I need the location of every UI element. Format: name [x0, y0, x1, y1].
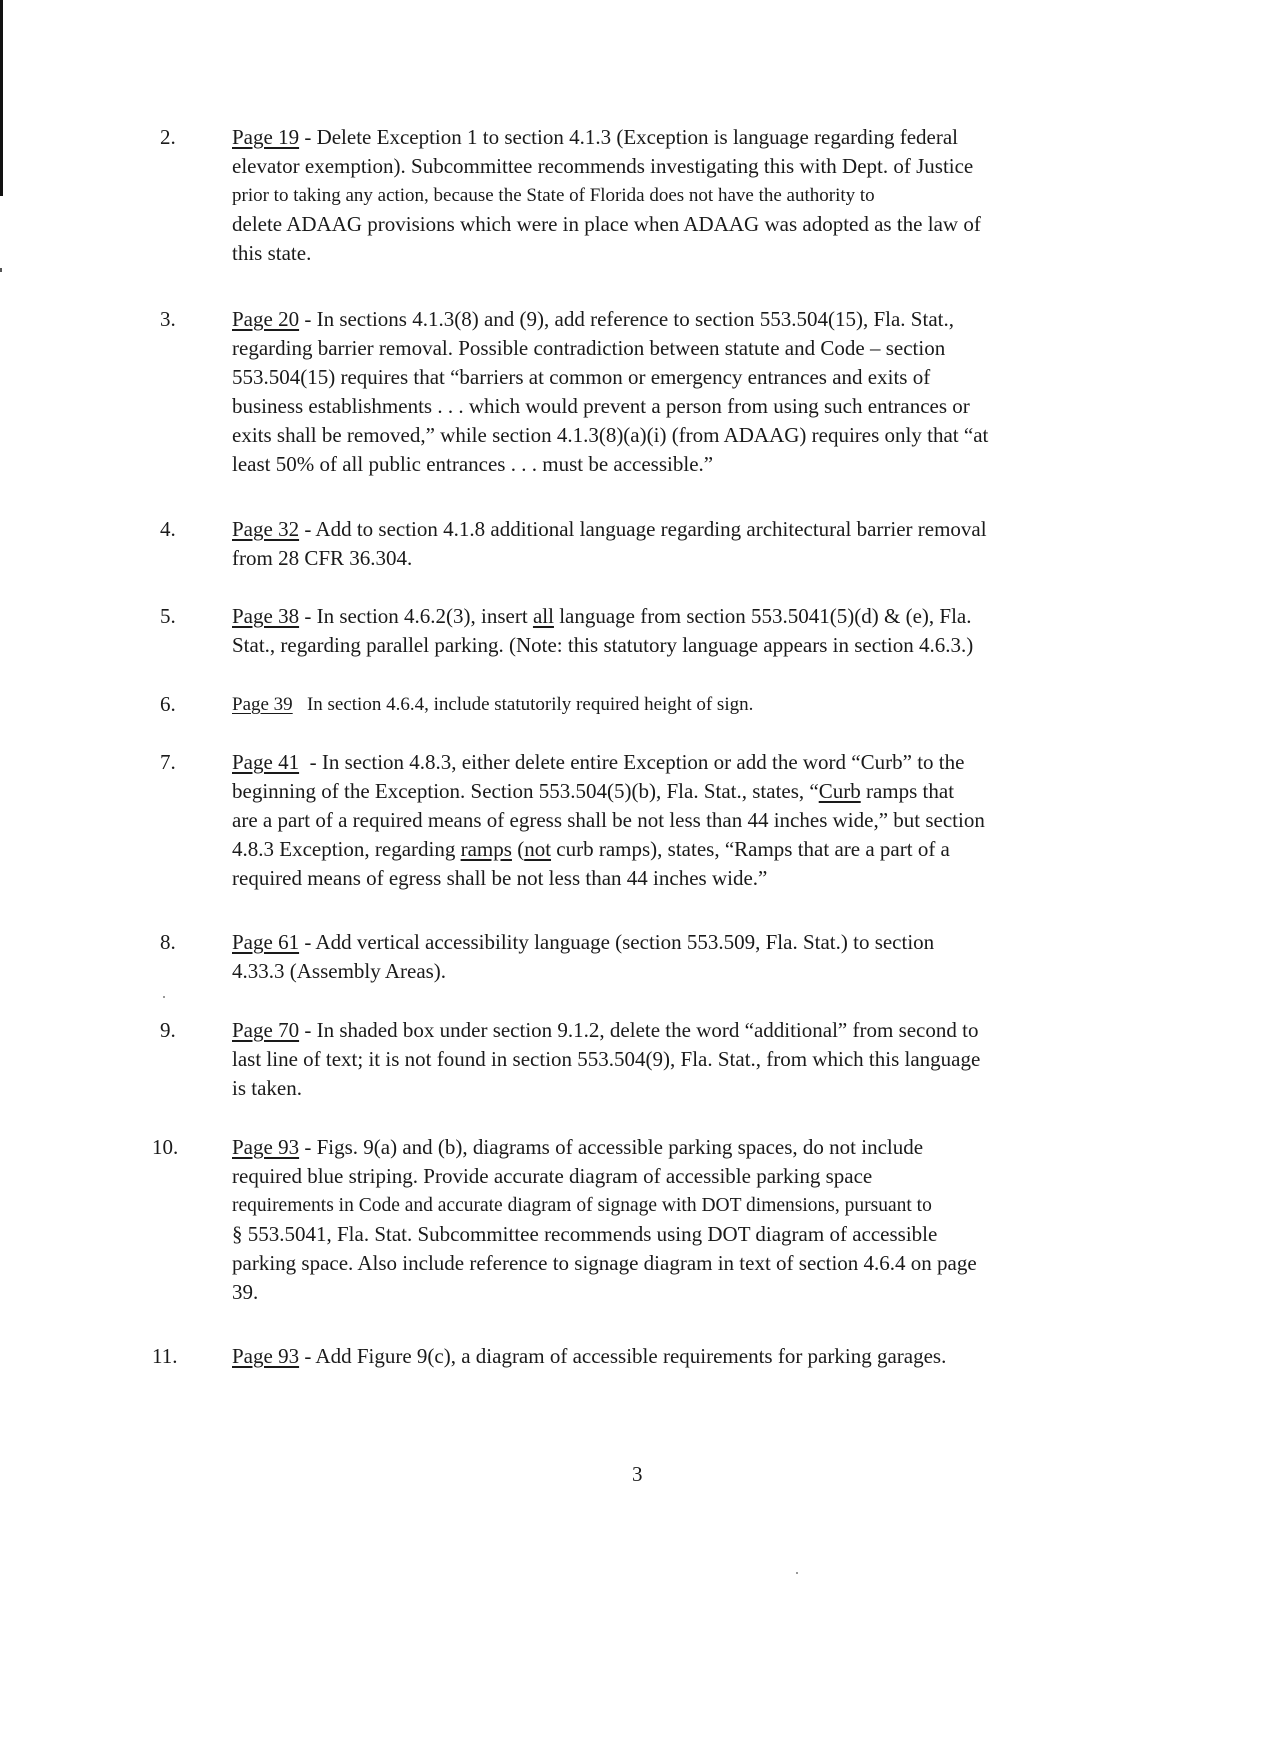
item-number: 10. [152, 1135, 179, 1159]
item-text [232, 1133, 1152, 1307]
item-text [232, 1342, 1152, 1371]
underlined-word: Curb [818, 779, 861, 803]
underlined-word: ramps [460, 837, 512, 861]
text-line: regarding barrier removal. Possible contradiction between statute and Code – section [232, 336, 946, 360]
text-fragment: curb ramps), states, “Ramps that are a part of a [551, 837, 950, 861]
page-reference: Page 41 [232, 750, 300, 774]
text-line: - In shaded box under section 9.1.2, delete the word “additional” from second to [299, 1018, 979, 1042]
text-fragment: ( [511, 837, 525, 861]
underlined-word: not [524, 837, 552, 861]
text-fragment: ramps that [860, 779, 955, 803]
text-fragment: 4.8.3 Exception, regarding [232, 837, 461, 861]
text-line: prior to taking any action, because the State of Florida does not have the authority to [232, 185, 875, 206]
item-text [232, 690, 1152, 719]
text-line: - Figs. 9(a) and (b), diagrams of accessible parking spaces, do not include [299, 1135, 924, 1159]
item-text [232, 1016, 1152, 1103]
item-number: 11. [152, 1344, 178, 1368]
item-number: 8. [160, 930, 176, 954]
text-line: from 28 CFR 36.304. [232, 546, 413, 570]
item-number: 2. [160, 125, 176, 149]
text-line: 39. [232, 1280, 259, 1304]
item-text [232, 748, 1152, 893]
item-text [232, 602, 1152, 660]
scan-edge-line [0, 0, 3, 196]
underlined-word: all [532, 604, 554, 628]
item-text [232, 305, 1152, 479]
item-number: 9. [160, 1018, 176, 1042]
text-line: business establishments . . . which would prevent a person from using such entrances or [232, 394, 970, 418]
item-text [232, 928, 1152, 986]
text-line: - In sections 4.1.3(8) and (9), add reference to section 553.504(15), Fla. Stat., [299, 307, 954, 331]
text-line: - In section 4.8.3, either delete entire Exception or add the word “Curb” to the [299, 750, 965, 774]
text-line: - Add to section 4.1.8 additional language regarding architectural barrier removal [299, 517, 987, 541]
text-line: 553.504(15) requires that “barriers at common or emergency entrances and exits of [232, 365, 931, 389]
text-fragment: - In section 4.6.2(3), insert [299, 604, 533, 628]
scan-speck [796, 1572, 798, 1574]
text-line: are a part of a required means of egress shall be not less than 44 inches wide,” but section [232, 808, 985, 832]
text-line: § 553.5041, Fla. Stat. Subcommittee recommends using DOT diagram of accessible [232, 1222, 938, 1246]
text-line: Stat., regarding parallel parking. (Note: this statutory language appears in section 4.6.3.) [232, 633, 974, 657]
scan-speck [163, 996, 165, 998]
item-text [232, 123, 1152, 268]
item-number: 4. [160, 517, 176, 541]
text-line: In section 4.6.4, include statutorily required height of sign. [292, 694, 754, 715]
text-line: elevator exemption). Subcommittee recommends investigating this with Dept. of Justice [232, 154, 974, 178]
page-reference: Page 39 [232, 694, 293, 715]
text-line: requirements in Code and accurate diagram of signage with DOT dimensions, pursuant to [232, 1195, 932, 1216]
text-line: - Delete Exception 1 to section 4.1.3 (Exception is language regarding federal [299, 125, 959, 149]
text-line: is taken. [232, 1076, 302, 1100]
scan-edge-mark [0, 268, 2, 272]
text-line: last line of text; it is not found in section 553.504(9), Fla. Stat., from which this language [232, 1047, 981, 1071]
text-line: required blue striping. Provide accurate diagram of accessible parking space [232, 1164, 873, 1188]
item-number: 3. [160, 307, 176, 331]
text-fragment: beginning of the Exception. Section 553.504(5)(b), Fla. Stat., states, “ [232, 779, 819, 803]
page-number: 3 [632, 1462, 643, 1486]
page-reference: Page 93 [232, 1135, 300, 1159]
text-line: delete ADAAG provisions which were in place when ADAAG was adopted as the law of [232, 212, 981, 236]
text-line: - Add Figure 9(c), a diagram of accessible requirements for parking garages. [299, 1344, 947, 1368]
item-number: 7. [160, 750, 176, 774]
page-reference: Page 93 [232, 1344, 300, 1368]
item-text [232, 515, 1152, 573]
page-reference: Page 70 [232, 1018, 300, 1042]
text-line: parking space. Also include reference to signage diagram in text of section 4.6.4 on page [232, 1251, 977, 1275]
text-line: required means of egress shall be not less than 44 inches wide.” [232, 866, 768, 890]
page-reference: Page 32 [232, 517, 300, 541]
text-line: - Add vertical accessibility language (section 553.509, Fla. Stat.) to section [299, 930, 935, 954]
text-line: exits shall be removed,” while section 4.1.3(8)(a)(i) (from ADAAG) requires only that “at [232, 423, 989, 447]
page-reference: Page 38 [232, 604, 300, 628]
text-fragment: language from section 553.5041(5)(d) & (e), Fla. [553, 604, 972, 628]
page-reference: Page 19 [232, 125, 300, 149]
text-line: 4.33.3 (Assembly Areas). [232, 959, 447, 983]
item-number: 6. [160, 692, 176, 716]
item-number: 5. [160, 604, 176, 628]
page-reference: Page 20 [232, 307, 300, 331]
text-line: least 50% of all public entrances . . . must be accessible.” [232, 452, 714, 476]
page-reference: Page 61 [232, 930, 300, 954]
text-line: this state. [232, 241, 312, 265]
